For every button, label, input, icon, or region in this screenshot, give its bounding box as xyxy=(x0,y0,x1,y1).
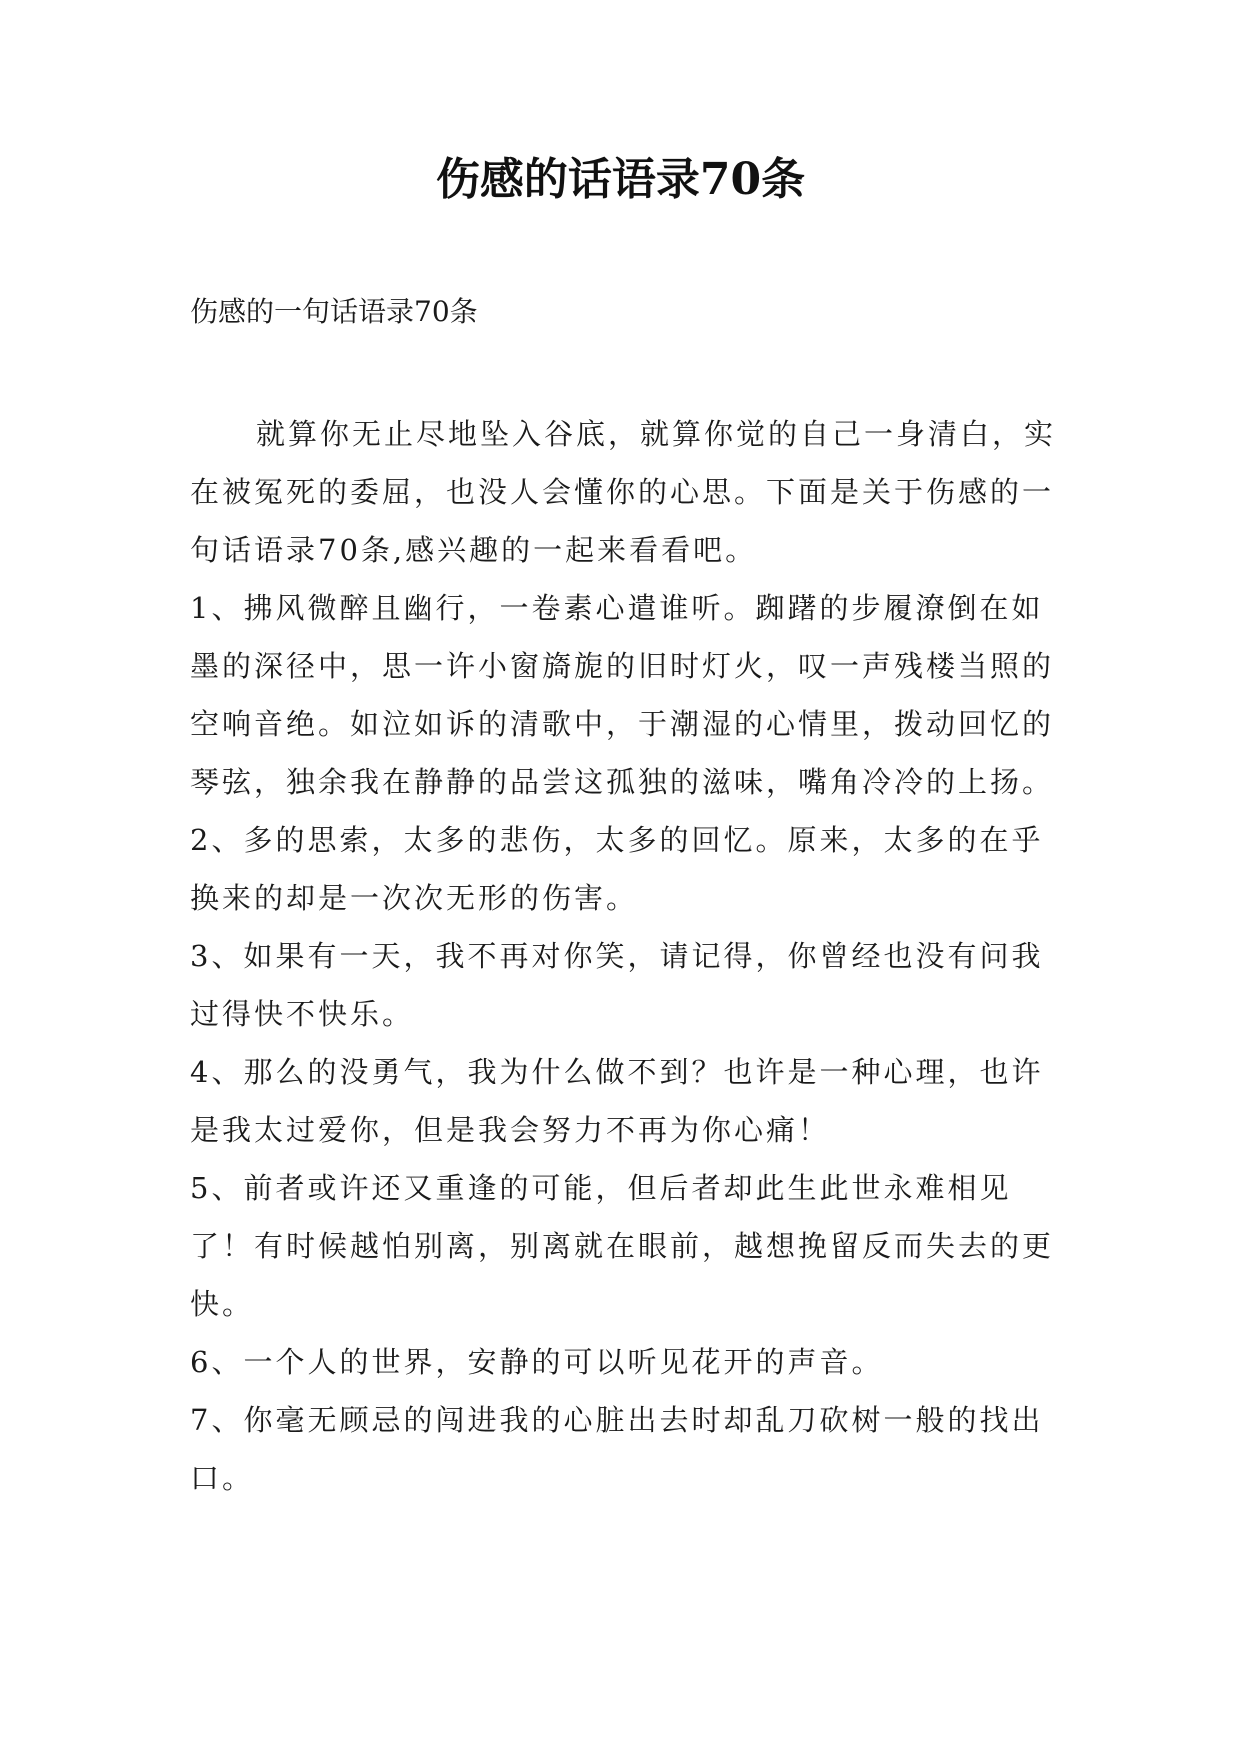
document-body xyxy=(190,405,1058,1507)
quote-item-5: 5、前者或许还又重逢的可能，但后者却此生此世永难相见了！有时候越怕别离，别离就在眼前，越想挽留反而失去的更快。 xyxy=(190,1171,1055,1321)
document-subtitle: 伤感的一句话语录70条 xyxy=(190,295,478,328)
quote-item-3: 3、如果有一天，我不再对你笑，请记得，你曾经也没有问我过得快不快乐。 xyxy=(190,939,1044,1031)
quote-item-2: 2、多的思索，太多的悲伤，太多的回忆。原来，太多的在乎换来的却是一次次无形的伤害。 xyxy=(190,823,1044,915)
quote-item-1: 1、拂风微醉且幽行，一卷素心遣谁听。踟躇的步履潦倒在如墨的深径中，思一许小窗旖旎的旧时灯火，叹一声残楼当照的空响音绝。如泣如诉的清歌中，于潮湿的心情里，拨动回忆的琴弦，独余我在静静的品尝这孤独的滋味，嘴角冷冷的上扬。 xyxy=(190,591,1055,799)
document-title: 伤感的话语录70条 xyxy=(435,154,806,205)
quote-item-7: 7、你毫无顾忌的闯进我的心脏出去时却乱刀砍树一般的找出口。 xyxy=(190,1403,1044,1495)
quote-item-4: 4、那么的没勇气，我为什么做不到？也许是一种心理，也许是我太过爱你，但是我会努力不再为你心痛！ xyxy=(190,1055,1044,1147)
quote-item-6: 6、一个人的世界，安静的可以听见花开的声音。 xyxy=(190,1345,884,1379)
intro-paragraph: 就算你无止尽地坠入谷底，就算你觉的自己一身清白，实在被冤死的委屈，也没人会懂你的心思。下面是关于伤感的一句话语录70条,感兴趣的一起来看看吧。 xyxy=(190,417,1057,567)
